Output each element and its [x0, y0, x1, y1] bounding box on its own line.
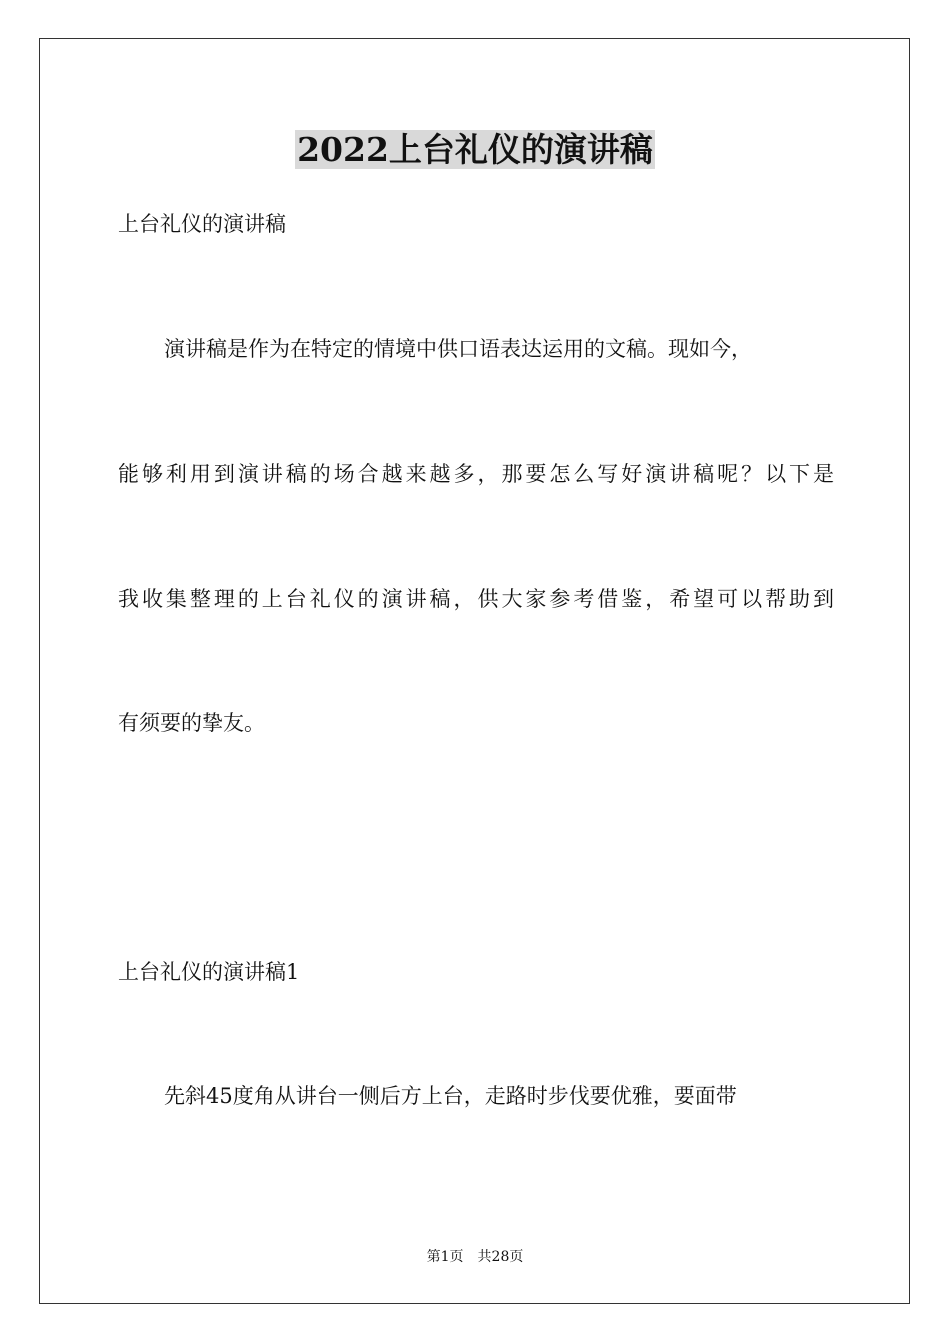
intro-paragraph-line-4: 有须要的挚友。 — [118, 711, 265, 735]
section-heading-1: 上台礼仪的演讲稿1 — [118, 960, 300, 984]
intro-paragraph-line-2: 能够利用到演讲稿的场合越来越多，那要怎么写好演讲稿呢？以下是 — [118, 462, 834, 486]
subheading: 上台礼仪的演讲稿 — [118, 212, 286, 236]
document-title-text: 2022上台礼仪的演讲稿 — [297, 130, 653, 169]
page-footer — [0, 1247, 950, 1267]
page-total: 共28页 — [477, 1249, 524, 1265]
document-title — [0, 128, 950, 172]
intro-paragraph-line-1: 演讲稿是作为在特定的情境中供口语表达运用的文稿。现如今， — [164, 337, 752, 361]
page-number: 第1页 — [426, 1249, 464, 1265]
intro-paragraph-line-3: 我收集整理的上台礼仪的演讲稿，供大家参考借鉴，希望可以帮助到 — [118, 587, 834, 611]
section-1-paragraph-line-1: 先斜45度角从讲台一侧后方上台，走路时步伐要优雅，要面带 — [164, 1084, 737, 1108]
